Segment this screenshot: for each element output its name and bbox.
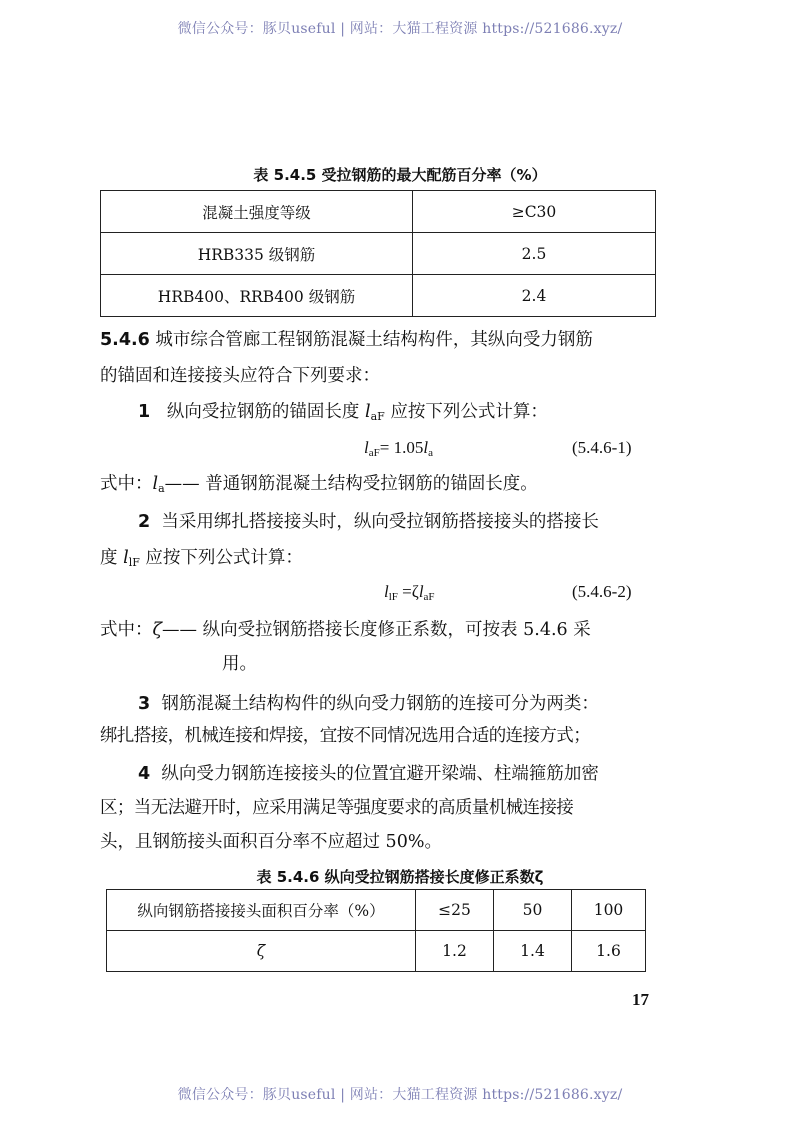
table1 [100, 190, 656, 317]
item2-text-before: 度 [100, 548, 124, 568]
formula-sub: a [428, 447, 433, 459]
table-header-cell: 纵向钢筋搭接接头面积百分率（%） [107, 890, 416, 931]
table-header-cell: 50 [494, 890, 572, 931]
formula-1-number: (5.4.6-1) [572, 438, 632, 457]
section-text-line1: 城市综合管廊工程钢筋混凝土结构构件，其纵向受力钢筋 [155, 330, 593, 350]
where2-cont: 用。 [222, 654, 257, 674]
watermark-top: 微信公众号：豚贝useful | 网站：大猫工程资源 https://521686.xyz/ [177, 21, 623, 37]
item2-number: 2 [138, 512, 151, 532]
formula-op: = 1.05 [379, 438, 424, 457]
table-cell: ≥C30 [413, 191, 656, 233]
formula-2 [384, 582, 435, 603]
section-number: 5.4.6 [100, 330, 150, 350]
table-header-cell: 100 [572, 890, 646, 931]
item1-text-after: 应按下列公式计算： [384, 402, 548, 422]
table-cell: HRB400、RRB400 级钢筋 [101, 275, 413, 317]
item1-var: l [364, 402, 371, 422]
item1-text-before: 纵向受拉钢筋的锚固长度 [166, 402, 365, 422]
item2-text: 当采用绑扎搭接接头时，纵向受拉钢筋搭接接头的搭接长 [161, 512, 599, 532]
formula-var: l [423, 438, 429, 457]
table-cell: 1.4 [494, 931, 572, 972]
table-cell: 2.4 [413, 275, 656, 317]
item4-text: 纵向受力钢筋连接接头的位置宜避开梁端、柱端箍筋加密 [161, 764, 599, 784]
formula-var: l [418, 582, 424, 601]
formula-var: l [384, 582, 389, 601]
item3-line2: 绑扎搭接，机械连接和焊接，宜按不同情况选用合适的连接方式； [100, 726, 591, 746]
where-var: ζ [152, 620, 162, 640]
formula-1 [364, 438, 433, 459]
where-text: —— 纵向受拉钢筋搭接长度修正系数，可按表 5.4.6 采 [162, 620, 591, 640]
item4-line2: 区；当无法避开时，应采用满足等强度要求的高质量机械连接接 [100, 798, 574, 818]
where-sub: a [158, 482, 165, 495]
table-cell: 1.6 [572, 931, 646, 972]
table-row [101, 191, 656, 233]
table-cell: 混凝土强度等级 [101, 191, 413, 233]
formula-2-number: (5.4.6-2) [572, 582, 632, 601]
item4-line1 [138, 762, 698, 786]
item4-number: 4 [138, 764, 151, 784]
table-cell: 1.2 [416, 931, 494, 972]
formula-sub: lF [388, 591, 398, 603]
where-text: —— 普通钢筋混凝土结构受拉钢筋的锚固长度。 [164, 474, 538, 494]
item2-text-after: 应按下列公式计算： [139, 548, 303, 568]
item3-text: 钢筋混凝土结构构件的纵向受力钢筋的连接可分为两类： [161, 694, 599, 714]
item2-line2 [100, 546, 660, 575]
formula-sub: aF [423, 591, 435, 603]
table1-caption: 表 5.4.5 受拉钢筋的最大配筋百分率（%） [253, 166, 547, 184]
table-row [101, 275, 656, 317]
formula-op: =ζ [397, 582, 419, 601]
table2-caption: 表 5.4.6 纵向受拉钢筋搭接长度修正系数ζ [256, 868, 544, 886]
table-row [101, 233, 656, 275]
table-header-cell: ≤25 [416, 890, 494, 931]
formula-var: l [364, 438, 369, 457]
item1-number: 1 [138, 402, 151, 422]
item3-line1 [138, 692, 698, 716]
table-cell: ζ [107, 931, 416, 972]
where2 [100, 618, 660, 642]
item1-sub: aF [370, 410, 385, 423]
table2 [106, 889, 646, 972]
watermark-bottom: 微信公众号：豚贝useful | 网站：大猫工程资源 https://521686.xyz/ [177, 1087, 623, 1103]
table-cell: HRB335 级钢筋 [101, 233, 413, 275]
item2-var: l [123, 548, 129, 568]
item2-line1 [138, 510, 698, 534]
where1 [100, 472, 660, 501]
section-text-line2: 的锚固和连接接头应符合下列要求： [100, 366, 380, 386]
section-heading [100, 328, 660, 352]
table-cell: 2.5 [413, 233, 656, 275]
page-number: 17 [632, 990, 649, 1009]
table-row [107, 931, 646, 972]
item3-number: 3 [138, 694, 151, 714]
item2-sub: lF [128, 556, 140, 569]
where-prefix: 式中： [100, 620, 153, 640]
item1 [138, 400, 698, 429]
item4-line3: 头，且钢筋接头面积百分率不应超过 50%。 [100, 832, 442, 852]
where-prefix: 式中： [100, 474, 153, 494]
table-row [107, 890, 646, 931]
where-var: l [152, 474, 159, 494]
formula-sub: aF [368, 447, 380, 459]
